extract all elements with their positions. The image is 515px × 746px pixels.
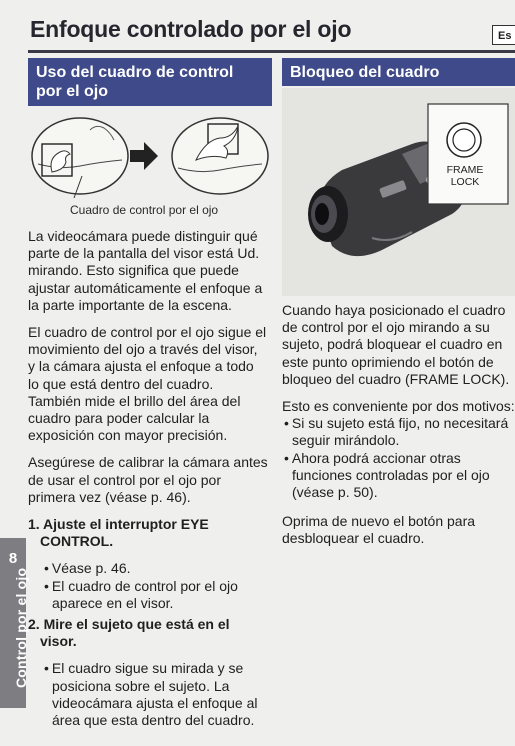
viewfinder-after xyxy=(172,118,268,194)
chapter-number: 8 xyxy=(8,550,18,567)
section-header-line-1: Uso del cuadro de control xyxy=(36,64,234,81)
frame-lock-label-line-1: FRAME xyxy=(446,164,484,176)
camcorder-illustration xyxy=(282,88,515,296)
paragraph: Asegúrese de calibrar la cámara antes de usar el control por el ojo por primera vez (véase p. 46). xyxy=(28,454,268,505)
page-title: Enfoque controlado por el ojo xyxy=(30,16,352,42)
figure-caption: Cuadro de control por el ojo xyxy=(70,203,219,217)
reason-bullets xyxy=(282,415,515,501)
step-bullets xyxy=(28,660,268,729)
step-1 xyxy=(28,516,268,612)
closing-paragraph: Oprima de nuevo el botón para desbloquear el cuadro. xyxy=(282,513,476,547)
frame-lock-callout xyxy=(428,104,508,204)
title-rule xyxy=(28,50,515,53)
chapter-side-tab xyxy=(0,538,29,708)
bullet-item: • El cuadro sigue su mirada y se posiciona sobre el sujeto. La videocámara ajusta el enfoque al área que esta dentro del cuadro. xyxy=(42,660,268,729)
arrow-right-icon xyxy=(130,142,158,170)
paragraph: Esto es conveniente por dos motivos: xyxy=(282,398,515,415)
right-column xyxy=(282,302,515,558)
chapter-label: Control por el ojo xyxy=(13,567,29,688)
bullet-item: • Si su sujeto está fijo, no necesitará seguir mirándolo. xyxy=(282,415,515,449)
bullet-item: • Ahora podrá accionar otras funciones controladas por el ojo (véase p. 50). xyxy=(282,450,515,502)
section-header-eye-control-frame xyxy=(28,58,272,106)
frame-lock-label xyxy=(440,164,490,188)
left-column xyxy=(28,228,268,733)
step-heading: 1. Ajuste el interruptor EYE CONTROL. xyxy=(28,516,209,550)
bullet-item: • Véase p. 46. xyxy=(42,560,268,577)
paragraph: El cuadro de control por el ojo sigue el movimiento del ojo a través del visor, y la cámara ajusta el enfoque a todo lo que está dentro del cuadro. También mide el brillo del área del cuadro para poder calcular la exposición con mayor precisión. xyxy=(28,324,267,444)
section-header-frame-lock: Bloqueo del cuadro xyxy=(282,58,515,86)
viewfinder-illustration xyxy=(30,110,270,202)
step-heading: 2. Mire el sujeto que está en el visor. xyxy=(28,616,230,650)
step-2 xyxy=(28,616,268,729)
bullet-item: • El cuadro de control por el ojo aparece en el visor. xyxy=(42,578,268,612)
section-header-line-2: por el ojo xyxy=(36,83,108,100)
frame-lock-label-line-2: LOCK xyxy=(450,176,480,188)
paragraph: Cuando haya posicionado el cuadro de control por el ojo mirando a su sujeto, podrá bloquear el cuadro en este punto oprimiendo el botón de bloqueo del cuadro (FRAME LOCK). xyxy=(282,302,510,387)
language-tab: Es xyxy=(492,25,515,45)
paragraph: La videocámara puede distinguir qué parte de la pantalla del visor está Ud. mirando. Esto significa que puede ajustar automáticamente el enfoque a la parte importante de la escena. xyxy=(28,228,263,313)
step-bullets xyxy=(28,560,268,612)
